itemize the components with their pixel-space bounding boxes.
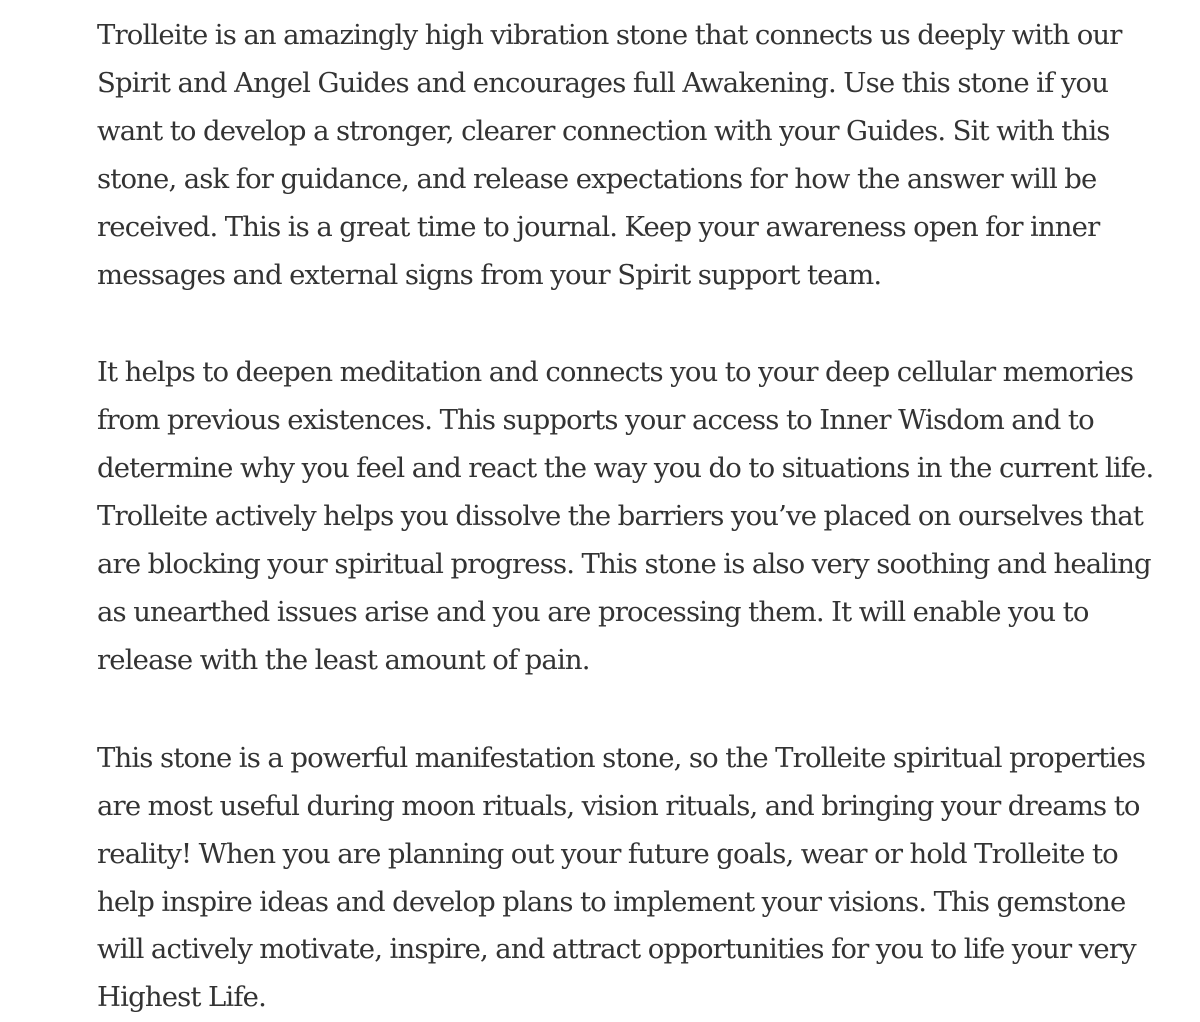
paragraph-spirit-guides: Trolleite is an amazingly high vibration stone that connects us deeply with our Spirit and Angel Guides and encourages full Awakening. Use this stone if you want to develop a stronger, clearer connection with your Guides. Sit with this stone, ask for guidance, and release expectations for how the answer will be received. This is a great time to journal. Keep your awareness open for inner messages and external signs from your Spirit support team. — [97, 19, 1122, 291]
article-body — [97, 12, 1159, 1022]
paragraph-meditation-memories: It helps to deepen meditation and connects you to your deep cellular memories from previous existences. This supports your access to Inner Wisdom and to determine why you feel and react the way you do to situations in the current life. Trolleite actively helps you dissolve the barriers you’ve placed on ourselves that are blocking your spiritual progress. This stone is also very soothing and healing as unearthed issues arise and you are processing them. It will enable you to release with the least amount of pain. — [97, 356, 1154, 676]
paragraph-manifestation: This stone is a powerful manifestation stone, so the Trolleite spiritual properties are most useful during moon rituals, vision rituals, and bringing your dreams to reality! When you are planning out your future goals, wear or hold Trolleite to help inspire ideas and develop plans to implement your visions. This gemstone will actively motivate, inspire, and attract opportunities for you to life your very Highest Life. — [97, 741, 1146, 1014]
